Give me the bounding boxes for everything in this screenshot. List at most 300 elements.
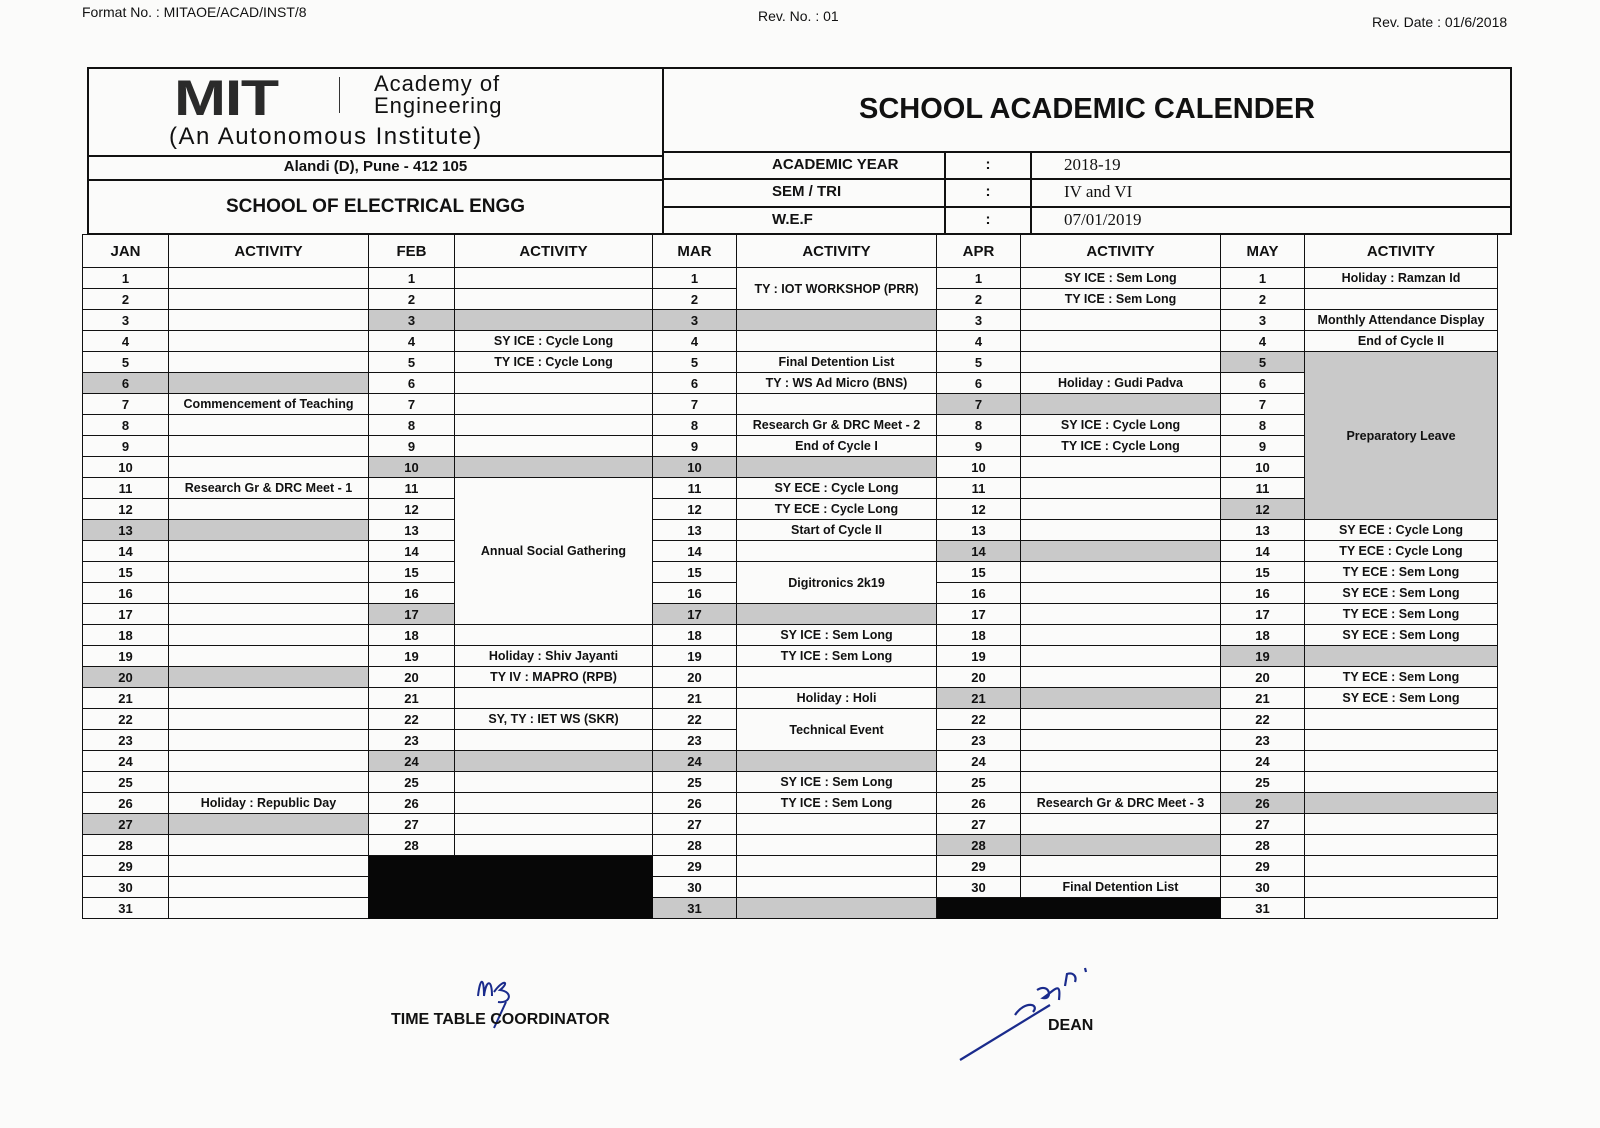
activity-cell xyxy=(1021,814,1221,835)
day-cell: 28 xyxy=(83,835,169,856)
activity-cell: TY IV : MAPRO (RPB) xyxy=(455,667,653,688)
activity-cell: Annual Social Gathering xyxy=(455,478,653,625)
info-label: SEM / TRI xyxy=(664,180,946,205)
activity-cell xyxy=(455,835,653,856)
calendar-row xyxy=(83,688,1498,709)
activity-cell xyxy=(1021,751,1221,772)
activity-cell xyxy=(169,898,369,919)
activity-cell: TY : IOT WORKSHOP (PRR) xyxy=(737,268,937,310)
activity-cell: Holiday : Gudi Padva xyxy=(1021,373,1221,394)
activity-cell xyxy=(1305,835,1498,856)
activity-cell xyxy=(169,730,369,751)
day-cell: 2 xyxy=(83,289,169,310)
day-cell: 6 xyxy=(937,373,1021,394)
calendar-row xyxy=(83,352,1498,373)
day-cell: 15 xyxy=(369,562,455,583)
day-cell: 22 xyxy=(83,709,169,730)
activity-cell xyxy=(169,373,369,394)
day-cell: 27 xyxy=(937,814,1021,835)
info-label: ACADEMIC YEAR xyxy=(664,153,946,178)
day-cell: 11 xyxy=(1221,478,1305,499)
activity-cell: SY ECE : Sem Long xyxy=(1305,625,1498,646)
activity-cell xyxy=(455,793,653,814)
logo-line-1: Academy of xyxy=(374,71,501,96)
day-cell: 27 xyxy=(1221,814,1305,835)
school-name: SCHOOL OF ELECTRICAL ENGG xyxy=(225,196,526,217)
info-row-wef xyxy=(664,208,1510,233)
calendar-row xyxy=(83,856,1498,877)
calendar-row xyxy=(83,709,1498,730)
day-cell: 28 xyxy=(369,835,455,856)
day-cell: 4 xyxy=(653,331,737,352)
day-cell: 27 xyxy=(83,814,169,835)
activity-cell xyxy=(169,562,369,583)
day-cell: 14 xyxy=(83,541,169,562)
day-cell: 14 xyxy=(369,541,455,562)
activity-cell xyxy=(169,457,369,478)
activity-cell xyxy=(1021,625,1221,646)
activity-cell xyxy=(455,415,653,436)
activity-cell xyxy=(169,583,369,604)
activity-cell xyxy=(169,499,369,520)
day-cell: 22 xyxy=(1221,709,1305,730)
day-cell: 3 xyxy=(653,310,737,331)
day-cell: 5 xyxy=(369,352,455,373)
activity-cell xyxy=(169,772,369,793)
activity-cell: Research Gr & DRC Meet - 1 xyxy=(169,478,369,499)
calendar-row xyxy=(83,415,1498,436)
calendar-row xyxy=(83,814,1498,835)
activity-cell: SY ICE : Sem Long xyxy=(1021,268,1221,289)
activity-cell xyxy=(1021,541,1221,562)
day-cell: 1 xyxy=(369,268,455,289)
day-cell: 4 xyxy=(937,331,1021,352)
info-label: W.E.F xyxy=(664,208,946,233)
activity-cell xyxy=(1021,352,1221,373)
day-cell: 2 xyxy=(937,289,1021,310)
day-cell: 17 xyxy=(83,604,169,625)
info-value: 07/01/2019 xyxy=(1064,209,1142,229)
day-cell: 17 xyxy=(1221,604,1305,625)
format-number: Format No. : MITAOE/ACAD/INST/8 xyxy=(82,4,307,20)
activity-cell: Commencement of Teaching xyxy=(169,394,369,415)
day-cell: 20 xyxy=(653,667,737,688)
activity-cell xyxy=(169,646,369,667)
day-cell: 16 xyxy=(653,583,737,604)
day-cell: 14 xyxy=(653,541,737,562)
academic-calendar-table xyxy=(82,234,1498,919)
activity-cell xyxy=(737,856,937,877)
day-cell: 31 xyxy=(1221,898,1305,919)
activity-cell xyxy=(455,436,653,457)
activity-cell: Research Gr & DRC Meet - 2 xyxy=(737,415,937,436)
activity-cell xyxy=(1021,709,1221,730)
day-cell: 7 xyxy=(369,394,455,415)
day-cell: 8 xyxy=(653,415,737,436)
activity-header: ACTIVITY xyxy=(1305,235,1498,268)
day-cell: 7 xyxy=(937,394,1021,415)
day-cell: 2 xyxy=(1221,289,1305,310)
day-cell: 3 xyxy=(369,310,455,331)
mit-logo-text: MIT xyxy=(174,70,278,126)
calendar-row xyxy=(83,499,1498,520)
activity-cell xyxy=(169,709,369,730)
activity-cell xyxy=(169,688,369,709)
activity-cell xyxy=(455,394,653,415)
info-separator: : xyxy=(946,208,1032,233)
activity-cell xyxy=(169,352,369,373)
calendar-row xyxy=(83,625,1498,646)
activity-cell: SY ICE : Cycle Long xyxy=(1021,415,1221,436)
day-cell: 13 xyxy=(653,520,737,541)
day-cell: 12 xyxy=(83,499,169,520)
activity-cell xyxy=(1305,814,1498,835)
day-cell: 23 xyxy=(1221,730,1305,751)
revision-date: Rev. Date : 01/6/2018 xyxy=(1372,14,1508,30)
activity-cell xyxy=(737,331,937,352)
activity-cell xyxy=(169,751,369,772)
day-cell: 20 xyxy=(937,667,1021,688)
activity-cell: Start of Cycle II xyxy=(737,520,937,541)
day-cell: 24 xyxy=(83,751,169,772)
day-cell: 19 xyxy=(83,646,169,667)
day-cell: 18 xyxy=(937,625,1021,646)
logo-line-2: Engineering xyxy=(374,93,503,118)
day-cell: 31 xyxy=(653,898,737,919)
day-cell: 11 xyxy=(937,478,1021,499)
activity-cell: TY ECE : Cycle Long xyxy=(737,499,937,520)
day-cell: 28 xyxy=(937,835,1021,856)
day-cell: 23 xyxy=(653,730,737,751)
activity-cell xyxy=(169,604,369,625)
activity-cell xyxy=(737,814,937,835)
document-header xyxy=(87,67,1512,235)
activity-cell xyxy=(1305,793,1498,814)
day-cell: 6 xyxy=(1221,373,1305,394)
activity-cell: Digitronics 2k19 xyxy=(737,562,937,604)
activity-cell: TY ECE : Sem Long xyxy=(1305,604,1498,625)
month-header-mar: MAR xyxy=(653,235,737,268)
day-cell: 6 xyxy=(653,373,737,394)
day-cell: 29 xyxy=(653,856,737,877)
revision-number: Rev. No. : 01 xyxy=(758,8,839,24)
day-cell: 12 xyxy=(1221,499,1305,520)
activity-cell xyxy=(1021,583,1221,604)
day-cell: 26 xyxy=(83,793,169,814)
month-header-feb: FEB xyxy=(369,235,455,268)
day-cell: 2 xyxy=(653,289,737,310)
day-cell: 11 xyxy=(83,478,169,499)
activity-cell xyxy=(1021,478,1221,499)
day-cell: 26 xyxy=(1221,793,1305,814)
day-cell: 11 xyxy=(369,478,455,499)
autonomous-tagline: (An Autonomous Institute) xyxy=(169,123,483,150)
day-cell: 15 xyxy=(1221,562,1305,583)
day-cell: 5 xyxy=(653,352,737,373)
institute-logo xyxy=(89,69,662,157)
activity-cell xyxy=(169,625,369,646)
activity-cell xyxy=(169,835,369,856)
day-cell: 28 xyxy=(653,835,737,856)
calendar-row xyxy=(83,604,1498,625)
day-cell: 22 xyxy=(653,709,737,730)
day-cell: 9 xyxy=(653,436,737,457)
activity-cell xyxy=(737,898,937,919)
day-cell: 18 xyxy=(1221,625,1305,646)
day-cell: 21 xyxy=(937,688,1021,709)
activity-cell: Holiday : Ramzan Id xyxy=(1305,268,1498,289)
activity-cell xyxy=(169,331,369,352)
calendar-row xyxy=(83,394,1498,415)
activity-cell xyxy=(455,373,653,394)
activity-cell xyxy=(169,289,369,310)
day-cell: 13 xyxy=(369,520,455,541)
day-cell: 8 xyxy=(369,415,455,436)
day-cell: 18 xyxy=(653,625,737,646)
calendar-row xyxy=(83,562,1498,583)
day-cell: 25 xyxy=(369,772,455,793)
activity-cell: SY ECE : Cycle Long xyxy=(737,478,937,499)
activity-cell: Final Detention List xyxy=(1021,877,1221,898)
activity-cell xyxy=(1305,751,1498,772)
day-cell: 13 xyxy=(83,520,169,541)
day-cell: 4 xyxy=(1221,331,1305,352)
day-cell: 25 xyxy=(653,772,737,793)
activity-cell: TY ICE : Sem Long xyxy=(737,793,937,814)
calendar-row xyxy=(83,898,1498,919)
logo-divider xyxy=(339,77,340,113)
activity-cell xyxy=(1021,772,1221,793)
day-cell: 4 xyxy=(83,331,169,352)
activity-cell xyxy=(1305,709,1498,730)
month-header-jan: JAN xyxy=(83,235,169,268)
activity-cell: SY ICE : Cycle Long xyxy=(455,331,653,352)
day-cell: 17 xyxy=(653,604,737,625)
activity-cell xyxy=(1305,730,1498,751)
day-cell: 11 xyxy=(653,478,737,499)
logo-academy-text xyxy=(374,73,502,117)
activity-cell xyxy=(1021,667,1221,688)
activity-cell xyxy=(737,835,937,856)
activity-cell xyxy=(1021,331,1221,352)
activity-cell: Holiday : Holi xyxy=(737,688,937,709)
calendar-row xyxy=(83,457,1498,478)
activity-cell xyxy=(169,877,369,898)
activity-cell xyxy=(169,667,369,688)
activity-cell: Research Gr & DRC Meet - 3 xyxy=(1021,793,1221,814)
info-row-sem xyxy=(664,180,1510,207)
day-cell: 14 xyxy=(1221,541,1305,562)
nonexistent-days-block xyxy=(369,856,653,919)
day-cell: 24 xyxy=(1221,751,1305,772)
info-separator: : xyxy=(946,180,1032,205)
calendar-row xyxy=(83,331,1498,352)
day-cell: 26 xyxy=(653,793,737,814)
day-cell: 10 xyxy=(653,457,737,478)
day-cell: 10 xyxy=(83,457,169,478)
day-cell: 30 xyxy=(83,877,169,898)
activity-cell xyxy=(455,310,653,331)
activity-cell: SY ECE : Sem Long xyxy=(1305,688,1498,709)
day-cell: 9 xyxy=(1221,436,1305,457)
activity-cell xyxy=(1021,394,1221,415)
day-cell: 23 xyxy=(937,730,1021,751)
day-cell: 7 xyxy=(653,394,737,415)
activity-cell xyxy=(169,814,369,835)
activity-cell: TY : WS Ad Micro (BNS) xyxy=(737,373,937,394)
day-cell: 15 xyxy=(83,562,169,583)
calendar-row xyxy=(83,541,1498,562)
day-cell: 30 xyxy=(1221,877,1305,898)
activity-cell xyxy=(455,772,653,793)
activity-cell: Final Detention List xyxy=(737,352,937,373)
calendar-row xyxy=(83,667,1498,688)
activity-cell xyxy=(1021,562,1221,583)
activity-cell xyxy=(737,457,937,478)
activity-cell: TY ECE : Sem Long xyxy=(1305,562,1498,583)
activity-cell xyxy=(1021,730,1221,751)
activity-cell xyxy=(737,877,937,898)
activity-cell xyxy=(1021,310,1221,331)
day-cell: 19 xyxy=(369,646,455,667)
day-cell: 29 xyxy=(937,856,1021,877)
day-cell: 12 xyxy=(937,499,1021,520)
day-cell: 17 xyxy=(937,604,1021,625)
activity-cell xyxy=(1021,835,1221,856)
activity-cell: Technical Event xyxy=(737,709,937,751)
calendar-row xyxy=(83,310,1498,331)
activity-cell xyxy=(737,751,937,772)
day-cell: 25 xyxy=(937,772,1021,793)
day-cell: 23 xyxy=(369,730,455,751)
day-cell: 12 xyxy=(369,499,455,520)
day-cell: 5 xyxy=(83,352,169,373)
page-title: SCHOOL ACADEMIC CALENDER xyxy=(664,69,1510,153)
day-cell: 4 xyxy=(369,331,455,352)
activity-cell xyxy=(455,814,653,835)
day-cell: 16 xyxy=(937,583,1021,604)
day-cell: 7 xyxy=(83,394,169,415)
calendar-row xyxy=(83,646,1498,667)
day-cell: 27 xyxy=(653,814,737,835)
day-cell: 21 xyxy=(653,688,737,709)
calendar-row xyxy=(83,478,1498,499)
day-cell: 30 xyxy=(653,877,737,898)
activity-header: ACTIVITY xyxy=(737,235,937,268)
day-cell: 25 xyxy=(1221,772,1305,793)
day-cell: 16 xyxy=(1221,583,1305,604)
activity-cell: TY ICE : Cycle Long xyxy=(455,352,653,373)
activity-cell xyxy=(169,436,369,457)
activity-cell xyxy=(1021,646,1221,667)
day-cell: 7 xyxy=(1221,394,1305,415)
activity-cell: TY ECE : Cycle Long xyxy=(1305,541,1498,562)
activity-cell: TY ECE : Sem Long xyxy=(1305,667,1498,688)
dean-signature-icon xyxy=(955,960,1145,1070)
day-cell: 20 xyxy=(369,667,455,688)
day-cell: 22 xyxy=(937,709,1021,730)
activity-cell xyxy=(737,604,937,625)
day-cell: 31 xyxy=(83,898,169,919)
day-cell: 3 xyxy=(83,310,169,331)
day-cell: 20 xyxy=(1221,667,1305,688)
activity-cell xyxy=(455,268,653,289)
activity-cell xyxy=(1305,289,1498,310)
activity-cell xyxy=(737,394,937,415)
activity-cell: SY ICE : Sem Long xyxy=(737,772,937,793)
day-cell: 24 xyxy=(369,751,455,772)
day-cell: 1 xyxy=(1221,268,1305,289)
activity-cell: Monthly Attendance Display xyxy=(1305,310,1498,331)
activity-cell xyxy=(1305,772,1498,793)
day-cell: 10 xyxy=(937,457,1021,478)
time-table-coordinator-label: TIME TABLE COORDINATOR xyxy=(391,1011,610,1028)
day-cell: 1 xyxy=(653,268,737,289)
day-cell: 15 xyxy=(653,562,737,583)
activity-cell xyxy=(169,268,369,289)
day-cell: 21 xyxy=(83,688,169,709)
day-cell: 24 xyxy=(937,751,1021,772)
day-cell: 10 xyxy=(1221,457,1305,478)
activity-header: ACTIVITY xyxy=(169,235,369,268)
day-cell: 9 xyxy=(369,436,455,457)
activity-cell xyxy=(1305,646,1498,667)
day-cell: 9 xyxy=(83,436,169,457)
info-value: IV and VI xyxy=(1064,182,1133,202)
calendar-row xyxy=(83,877,1498,898)
day-cell: 2 xyxy=(369,289,455,310)
activity-header: ACTIVITY xyxy=(455,235,653,268)
activity-cell: SY ECE : Sem Long xyxy=(1305,583,1498,604)
calendar-row xyxy=(83,268,1498,289)
activity-cell xyxy=(737,667,937,688)
activity-cell: End of Cycle II xyxy=(1305,331,1498,352)
activity-cell: SY ECE : Cycle Long xyxy=(1305,520,1498,541)
calendar-row xyxy=(83,436,1498,457)
day-cell: 8 xyxy=(1221,415,1305,436)
activity-cell xyxy=(455,688,653,709)
institute-block xyxy=(89,69,664,233)
activity-cell: TY ICE : Cycle Long xyxy=(1021,436,1221,457)
day-cell: 21 xyxy=(1221,688,1305,709)
day-cell: 12 xyxy=(653,499,737,520)
activity-cell xyxy=(455,751,653,772)
day-cell: 26 xyxy=(369,793,455,814)
day-cell: 20 xyxy=(83,667,169,688)
day-cell: 22 xyxy=(369,709,455,730)
institute-address: Alandi (D), Pune - 412 105 xyxy=(89,157,662,181)
day-cell: 29 xyxy=(1221,856,1305,877)
activity-cell xyxy=(455,457,653,478)
activity-header: ACTIVITY xyxy=(1021,235,1221,268)
activity-cell xyxy=(1021,856,1221,877)
day-cell: 26 xyxy=(937,793,1021,814)
activity-cell xyxy=(455,289,653,310)
day-cell: 3 xyxy=(937,310,1021,331)
day-cell: 13 xyxy=(937,520,1021,541)
activity-cell xyxy=(1305,898,1498,919)
activity-cell xyxy=(169,520,369,541)
activity-cell xyxy=(169,541,369,562)
activity-cell xyxy=(1305,877,1498,898)
day-cell: 30 xyxy=(937,877,1021,898)
day-cell: 1 xyxy=(83,268,169,289)
activity-cell: Holiday : Republic Day xyxy=(169,793,369,814)
calendar-info-block xyxy=(664,69,1510,233)
calendar-row xyxy=(83,520,1498,541)
day-cell: 1 xyxy=(937,268,1021,289)
calendar-row xyxy=(83,793,1498,814)
